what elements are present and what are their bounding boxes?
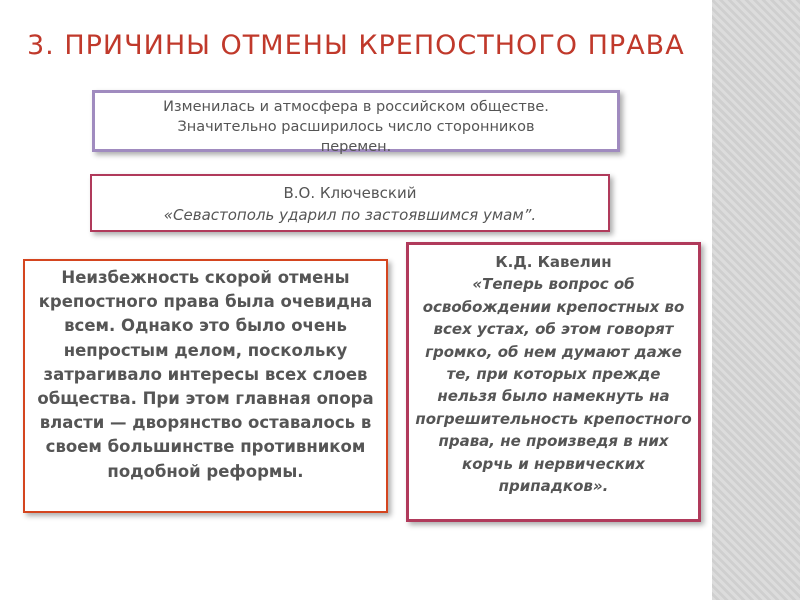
klyuchevsky-quote: «Севастополь ударил по застоявшимся умам”.: [163, 206, 537, 224]
kavelin-author: К.Д. Кавелин: [495, 253, 612, 271]
slide-title: 3. ПРИЧИНЫ ОТМЕНЫ КРЕПОСТНОГО ПРАВА: [27, 30, 685, 61]
side-stripe-decoration: [712, 0, 800, 600]
kavelin-quote: «Теперь вопрос об освобождении крепостных во всех устах, об этом говорят громко, об нем думают даже те, при которых прежде нельзя было намекнуть на погрешительность крепостного права, не произведя в них корчь и нервических припадков».: [415, 275, 692, 496]
atmosphere-text-box: [92, 90, 620, 155]
atmosphere-line-2: Значительно расширилось число сторонников: [177, 119, 535, 135]
atmosphere-line-3: перемен.: [320, 139, 392, 155]
atmosphere-line-1: Изменилась и атмосфера в российском обществе.: [163, 99, 549, 115]
klyuchevsky-author: В.О. Ключевский: [283, 184, 417, 202]
klyuchevsky-quote-box: [90, 174, 610, 232]
kavelin-quote-box: [406, 242, 701, 522]
inevitability-text-box: [23, 259, 388, 513]
inevitability-text: Неизбежность скорой отмены крепостного права была очевидна всем. Однако это было очень непростым делом, поскольку затрагивало интересы всех слоев общества. При этом главная опора власти — дворянство оставалось в своем большинстве противником подобной реформы.: [37, 268, 374, 481]
